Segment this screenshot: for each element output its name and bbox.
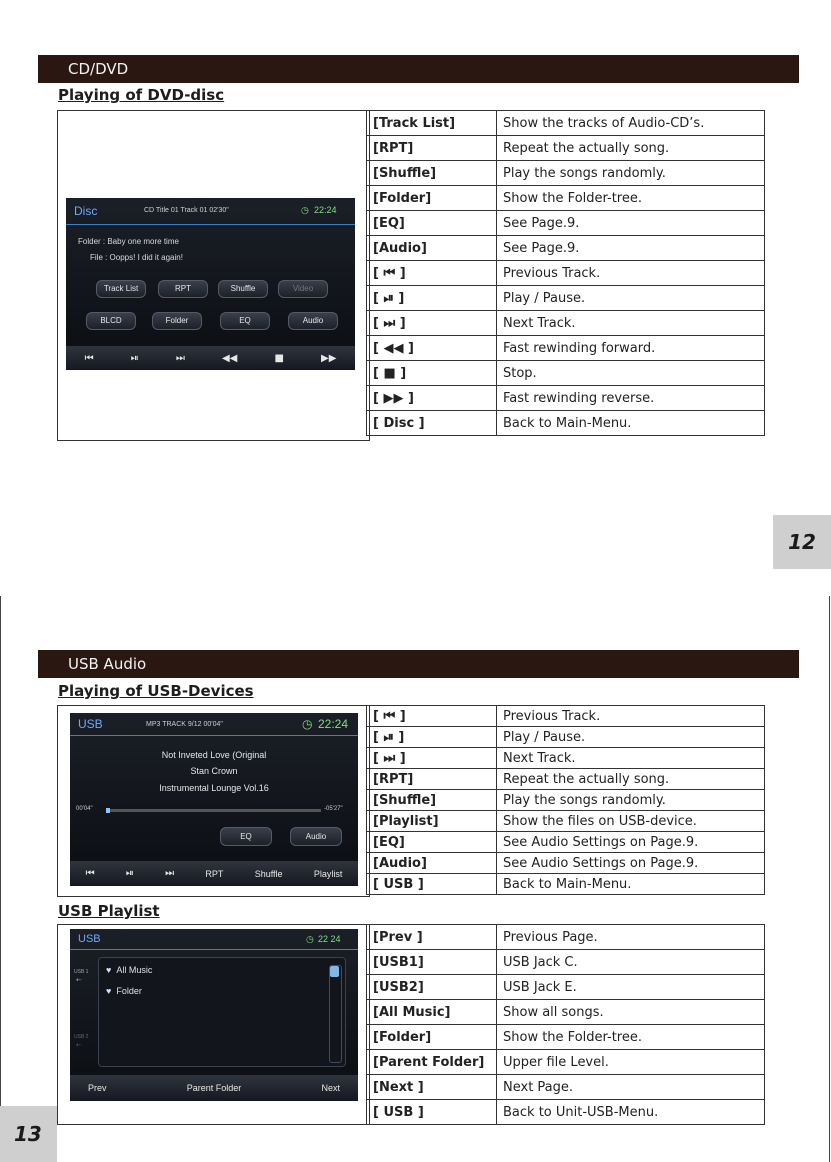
previous-track-icon[interactable]: ⏮: [85, 868, 95, 879]
row-key: [ ⏮ ]: [367, 261, 497, 286]
eq-button[interactable]: EQ: [220, 312, 270, 330]
row-desc: Stop.: [497, 361, 765, 386]
blcd-button[interactable]: BLCD: [86, 312, 136, 330]
album-name: Instrumental Lounge Vol.16: [159, 783, 269, 793]
table-row: [367, 832, 765, 853]
table-row: [367, 1050, 765, 1075]
artist-name: Stan Crown: [190, 766, 238, 776]
screen-divider: [70, 735, 358, 736]
screen-clock: 22 24: [318, 934, 341, 944]
row-key: [Audio]: [367, 236, 497, 261]
row-key: [EQ]: [367, 211, 497, 236]
clock-icon: ◷: [302, 717, 313, 731]
row-key: [Prev ]: [367, 925, 497, 950]
dvd-control-bar: [66, 346, 355, 370]
table-row: [367, 286, 765, 311]
next-track-icon[interactable]: ⏭: [165, 868, 175, 879]
table-row: [367, 706, 765, 727]
row-desc: Upper file Level.: [497, 1050, 765, 1075]
row-desc: Back to Main-Menu.: [497, 411, 765, 436]
folder-button[interactable]: Folder: [152, 312, 202, 330]
table-row: [367, 411, 765, 436]
row-key: [Track List]: [367, 111, 497, 136]
row-desc: Repeat the actually song.: [497, 769, 765, 790]
row-desc: Previous Page.: [497, 925, 765, 950]
table-row: [367, 1025, 765, 1050]
row-desc: See Page.9.: [497, 236, 765, 261]
table-row: [367, 361, 765, 386]
section-subtitle-dvd: Playing of DVD-disc: [58, 86, 225, 104]
next-page-button[interactable]: Next: [321, 1083, 340, 1093]
table-row: [367, 236, 765, 261]
row-key: [ ⏮ ]: [367, 706, 497, 727]
track-list-button[interactable]: Track List: [96, 280, 146, 298]
music-folder-icon: ♥: [106, 965, 112, 975]
screen-status: CD Title 01 Track 01 02'30": [144, 207, 229, 214]
eq-button[interactable]: EQ: [220, 827, 272, 846]
screen-clock: 22:24: [318, 717, 349, 731]
section-subtitle-usb-playlist: USB Playlist: [58, 902, 160, 920]
row-desc: Back to Main-Menu.: [497, 874, 765, 895]
play-pause-icon[interactable]: ⏯: [125, 868, 134, 879]
clock-icon: ◷: [301, 205, 309, 215]
usb-playlist-screen: [70, 929, 358, 1101]
dvd-screen: [66, 198, 355, 370]
table-row: [367, 161, 765, 186]
screen-title: Disc: [74, 204, 98, 218]
song-title: Not Inveted Love (Original: [161, 750, 267, 760]
row-desc: Play / Pause.: [497, 286, 765, 311]
row-key: [ Disc ]: [367, 411, 497, 436]
page-edge-left: [0, 596, 1, 1162]
screen-title: USB: [78, 933, 101, 945]
table-row: [367, 311, 765, 336]
screen-divider: [66, 224, 355, 225]
list-item[interactable]: [106, 986, 142, 996]
row-key: [ ▶▶ ]: [367, 386, 497, 411]
row-key: [ USB ]: [367, 1100, 497, 1125]
dvd-function-table: [366, 110, 765, 436]
audio-button[interactable]: Audio: [290, 827, 342, 846]
row-desc: Play the songs randomly.: [497, 790, 765, 811]
time-remaining: -05'27": [324, 806, 343, 812]
section-header-usb-audio: USB Audio: [38, 650, 799, 678]
section-subtitle-usb-devices: Playing of USB-Devices: [58, 682, 254, 700]
folder-label: Folder : Baby one more time: [78, 237, 179, 246]
row-key: [All Music]: [367, 1000, 497, 1025]
usb-function-table: [366, 705, 765, 895]
table-row: [367, 811, 765, 832]
clock-icon: ◷: [306, 934, 314, 944]
row-key: [EQ]: [367, 832, 497, 853]
table-row: [367, 748, 765, 769]
row-desc: Play the songs randomly.: [497, 161, 765, 186]
parent-folder-button[interactable]: Parent Folder: [186, 1083, 242, 1093]
row-desc: Show all songs.: [497, 1000, 765, 1025]
list-item-label: Folder: [116, 986, 142, 996]
time-elapsed: 00'04": [76, 806, 93, 812]
table-row: [367, 386, 765, 411]
stop-icon[interactable]: ■: [274, 352, 284, 364]
row-desc: Show the tracks of Audio-CD’s.: [497, 111, 765, 136]
table-row: [367, 136, 765, 161]
screen-title: USB: [78, 717, 103, 731]
rewind-icon[interactable]: ◀◀: [221, 352, 238, 364]
table-row: [367, 853, 765, 874]
shuffle-button[interactable]: Shuffle: [218, 280, 268, 298]
list-item[interactable]: [106, 965, 152, 975]
usb-icon: ⇠: [76, 1042, 82, 1049]
row-key: [Shuffle]: [367, 790, 497, 811]
row-desc: Next Track.: [497, 748, 765, 769]
row-key: [Audio]: [367, 853, 497, 874]
row-desc: Repeat the actually song.: [497, 136, 765, 161]
rpt-button[interactable]: RPT: [205, 868, 224, 879]
row-key: [ ⏭ ]: [367, 311, 497, 336]
usb2-tab[interactable]: USB 2: [74, 1034, 89, 1040]
row-desc: Next Page.: [497, 1075, 765, 1100]
row-key: [Folder]: [367, 1025, 497, 1050]
row-key: [Shuffle]: [367, 161, 497, 186]
shuffle-button[interactable]: Shuffle: [254, 868, 283, 879]
table-row: [367, 1100, 765, 1125]
row-key: [Folder]: [367, 186, 497, 211]
usb1-tab[interactable]: USB 1: [74, 969, 89, 975]
page-number-13: 13: [0, 1106, 57, 1162]
table-row: [367, 111, 765, 136]
table-row: [367, 336, 765, 361]
row-desc: See Page.9.: [497, 211, 765, 236]
row-key: [ USB ]: [367, 874, 497, 895]
table-row: [367, 727, 765, 748]
table-row: [367, 790, 765, 811]
row-key: [ ⏭ ]: [367, 748, 497, 769]
row-desc: Show the Folder-tree.: [497, 1025, 765, 1050]
row-key: [ ■ ]: [367, 361, 497, 386]
row-desc: Show the Folder-tree.: [497, 186, 765, 211]
scrollbar[interactable]: [329, 965, 342, 1063]
section-header-cd-dvd: CD/DVD: [38, 55, 799, 83]
row-key: [Playlist]: [367, 811, 497, 832]
playlist-control-bar: [70, 1075, 358, 1101]
table-row: [367, 975, 765, 1000]
row-desc: Fast rewinding reverse.: [497, 386, 765, 411]
table-row: [367, 261, 765, 286]
table-row: [367, 769, 765, 790]
row-desc: Fast rewinding forward.: [497, 336, 765, 361]
scrollbar-thumb[interactable]: [330, 966, 339, 977]
usb-icon: ⇠: [76, 977, 82, 984]
table-row: [367, 1000, 765, 1025]
folder-icon: ♥: [106, 986, 112, 996]
list-item-label: All Music: [116, 965, 153, 975]
row-key: [ ⏯ ]: [367, 286, 497, 311]
next-track-icon[interactable]: ⏭: [175, 352, 185, 364]
row-key: [RPT]: [367, 769, 497, 790]
row-key: [Parent Folder]: [367, 1050, 497, 1075]
table-row: [367, 1075, 765, 1100]
row-desc: Play / Pause.: [497, 727, 765, 748]
usb-control-bar: [70, 861, 358, 886]
screen-clock: 22:24: [314, 205, 337, 215]
row-desc: Next Track.: [497, 311, 765, 336]
row-desc: See Audio Settings on Page.9.: [497, 832, 765, 853]
row-desc: USB Jack C.: [497, 950, 765, 975]
row-key: [ ◀◀ ]: [367, 336, 497, 361]
row-key: [USB2]: [367, 975, 497, 1000]
table-row: [367, 211, 765, 236]
row-key: [ ⏯ ]: [367, 727, 497, 748]
page-number-12: 12: [773, 515, 831, 569]
prev-page-button[interactable]: Prev: [88, 1083, 107, 1093]
table-row: [367, 950, 765, 975]
screen-divider: [70, 949, 358, 950]
playlist-function-table: [366, 924, 765, 1125]
table-row: [367, 186, 765, 211]
row-desc: See Audio Settings on Page.9.: [497, 853, 765, 874]
table-row: [367, 925, 765, 950]
row-desc: Show the files on USB-device.: [497, 811, 765, 832]
page-edge-right: [829, 596, 830, 1162]
table-row: [367, 874, 765, 895]
row-desc: Previous Track.: [497, 706, 765, 727]
video-button[interactable]: Video: [278, 280, 328, 298]
row-key: [RPT]: [367, 136, 497, 161]
row-desc: USB Jack E.: [497, 975, 765, 1000]
playlist-button[interactable]: Playlist: [313, 868, 343, 879]
row-key: [USB1]: [367, 950, 497, 975]
rpt-button[interactable]: RPT: [158, 280, 208, 298]
progress-thumb[interactable]: [106, 808, 110, 813]
file-label: File : Oopps! I did it again!: [90, 253, 183, 262]
audio-button[interactable]: Audio: [288, 312, 338, 330]
row-desc: Back to Unit-USB-Menu.: [497, 1100, 765, 1125]
row-key: [Next ]: [367, 1075, 497, 1100]
usb-play-screen: [70, 713, 358, 886]
row-desc: Previous Track.: [497, 261, 765, 286]
fast-forward-icon[interactable]: ▶▶: [321, 352, 337, 364]
play-pause-icon[interactable]: ⏯: [130, 352, 139, 364]
screen-status: MP3 TRACK 9/12 00'04": [146, 721, 223, 728]
progress-track[interactable]: [106, 809, 321, 812]
previous-track-icon[interactable]: ⏮: [84, 352, 94, 364]
